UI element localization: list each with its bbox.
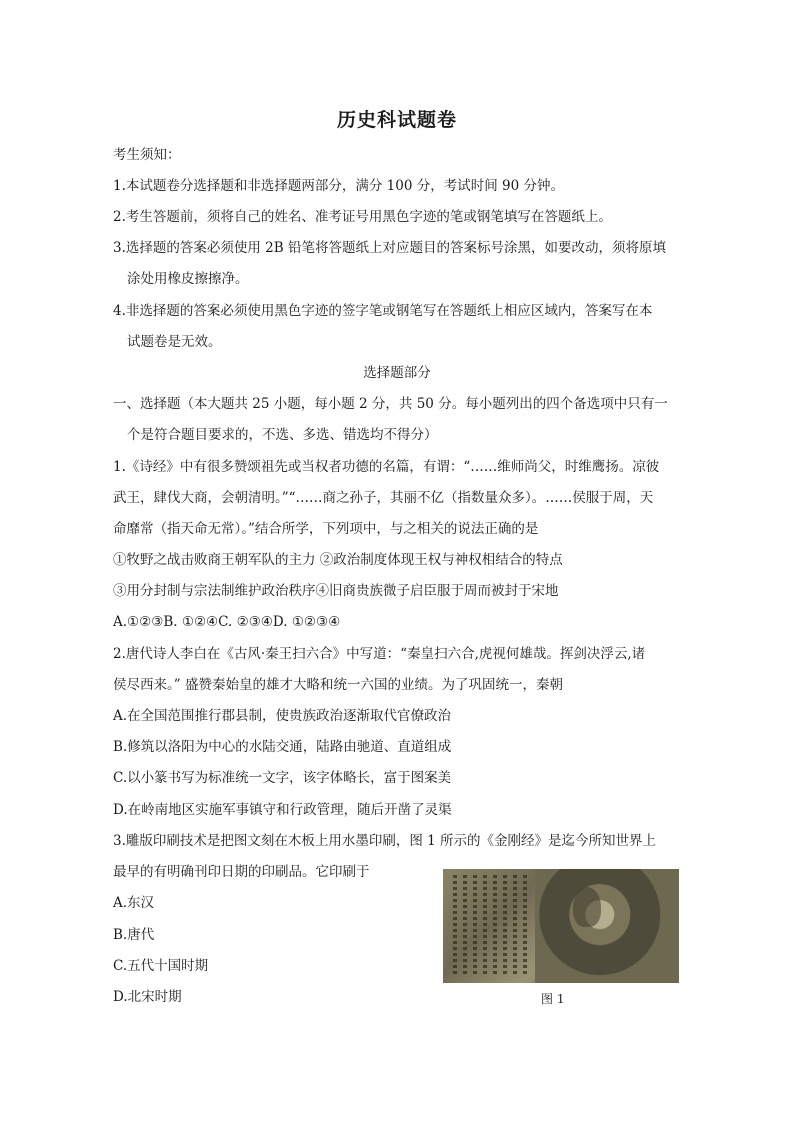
question-2-text: 2.唐代诗人李白在《古风·秦王扫六合》中写道：“秦皇扫六合,虎视何雄哉。挥剑决浮云,诸 — [113, 646, 646, 662]
question-2-text: 侯尽西来。” 盛赞秦始皇的雄才大略和统一六国的业绩。为了巩固统一，秦朝 — [113, 677, 563, 693]
question-3-option-c: C.五代十国时期 — [113, 958, 209, 974]
question-3-text: 3.雕版印刷技术是把图文刻在木板上用水墨印刷，图 1 所示的《金刚经》是迄今所知世界上 — [113, 833, 657, 849]
question-2-option-d: D.在岭南地区实施军事镇守和行政管理，随后开凿了灵渠 — [113, 802, 452, 818]
figure-caption: 图 1 — [541, 992, 565, 1006]
question-1-text: 命靡常（指天命无常）。”结合所学，下列项中，与之相关的说法正确的是 — [113, 521, 539, 537]
question-1-options: A.①②③B. ①②④C. ②③④D. ①②③④ — [113, 614, 341, 630]
section-title: 选择题部分 — [363, 365, 431, 381]
question-3-option-d: D.北宋时期 — [113, 989, 182, 1005]
question-2-option-a: A.在全国范围推行郡县制，使贵族政治逐渐取代官僚政治 — [113, 708, 452, 724]
notice-item: 2.考生答题前，须将自己的姓名、准考证号用黑色字迹的笔或钢笔填写在答题纸上。 — [113, 209, 612, 225]
page-title: 历史科试题卷 — [336, 109, 457, 131]
notice-heading: 考生须知： — [113, 147, 181, 163]
question-3-option-b: B.唐代 — [113, 927, 155, 943]
question-1-text: 1.《诗经》中有很多赞颂祖先或当权者功德的名篇，有谓：“……维师尚父，时维鹰扬。凉彼 — [113, 459, 660, 475]
question-1-text: 武王，肆伐大商，会朝清明。”“……商之孙子，其丽不亿（指数量众多）。……侯服于周，天 — [113, 490, 654, 506]
question-3-option-a: A.东汉 — [113, 895, 155, 911]
question-3-text: 最早的有明确刊印日期的印刷品。它印刷于 — [113, 864, 370, 880]
notice-item: 1.本试题卷分选择题和非选择题两部分，满分 100 分，考试时间 90 分钟。 — [113, 178, 564, 194]
notice-item: 3.选择题的答案必须使用 2B 铅笔将答题纸上对应题目的答案标号涂黑，如要改动，须将原填 — [113, 240, 666, 256]
question-1-statement: ③用分封制与宗法制维护政治秩序④旧商贵族微子启臣服于周而被封于宋地 — [113, 583, 559, 599]
question-2-option-b: B.修筑以洛阳为中心的水陆交通，陆路由驰道、直道组成 — [113, 739, 452, 755]
notice-item: 4.非选择题的答案必须使用黑色字迹的签字笔或钢笔写在答题纸上相应区域内，答案写在本 — [113, 303, 653, 319]
question-1-statement: ①牧野之战击败商王朝军队的主力 ②政治制度体现王权与神权相结合的特点 — [113, 552, 563, 568]
diamond-sutra-image — [443, 869, 679, 983]
part1-instruction: 一、选择题（本大题共 25 小题，每小题 2 分，共 50 分。每小题列出的四个备选项中只有一 — [113, 396, 668, 412]
part1-instruction: 个是符合题目要求的，不选、多选、错选均不得分） — [127, 427, 438, 443]
notice-item: 试题卷是无效。 — [127, 334, 222, 350]
question-2-option-c: C.以小篆书写为标准统一文字，该字体略长，富于图案美 — [113, 770, 452, 786]
notice-item: 涂处用橡皮擦擦净。 — [127, 271, 249, 287]
